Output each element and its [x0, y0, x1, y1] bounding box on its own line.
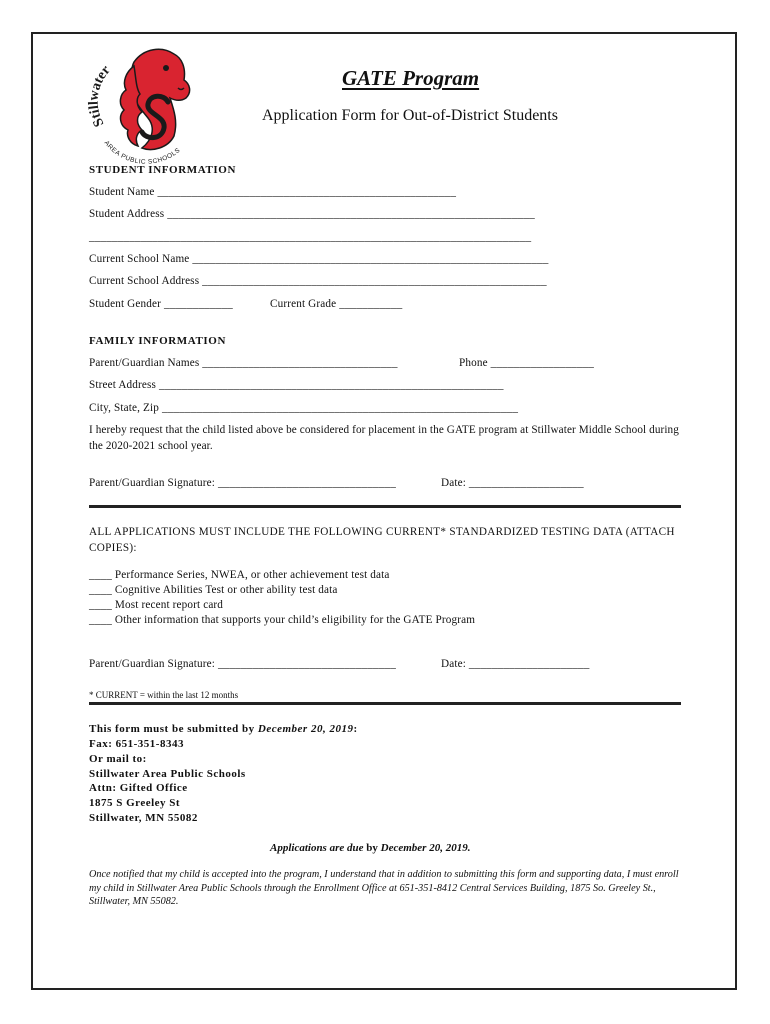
stillwater-logo [82, 44, 198, 166]
checklist-item[interactable]: ____ Most recent report card [89, 599, 224, 611]
enrollment-notice: Once notified that my child is accepted into the program, I understand that in addition to submitting this form and supporting data, I must enroll my child in Stillwater Area Public Schools through the Enrollment Office at 651-351-8412 Central Services Building, 1875 So. Greeley St., Stillwater, MN 55082. [89, 869, 679, 907]
testing-signature-field[interactable]: Parent/Guardian Signature: _______________________________ [89, 658, 396, 670]
city-state-zip-field[interactable]: City, State, Zip ______________________________________________________________ [89, 402, 519, 414]
applications-due-line [270, 842, 470, 854]
current-school-address-field[interactable]: Current School Address ____________________________________________________________ [89, 275, 547, 287]
submit-colon: : [353, 723, 358, 735]
phone-field[interactable]: Phone __________________ [459, 357, 595, 369]
due-by: by [363, 842, 381, 854]
page-title: GATE Program [342, 66, 480, 90]
signature-date-field[interactable]: Date: ____________________ [441, 477, 584, 489]
section-divider [89, 702, 681, 705]
page-subtitle: Application Form for Out-of-District Students [262, 107, 558, 124]
svg-text:AREA PUBLIC SCHOOLS [103, 140, 182, 166]
student-address-field[interactable]: Student Address ________________________________________________________________ [89, 208, 535, 220]
mail-org: Stillwater Area Public Schools [89, 768, 246, 780]
mail-label: Or mail to: [89, 753, 147, 765]
testing-requirements-heading: ALL APPLICATIONS MUST INCLUDE THE FOLLOWING CURRENT* STANDARDIZED TESTING DATA (ATTACH COPIES): [89, 526, 675, 554]
family-heading: FAMILY INFORMATION [89, 335, 226, 347]
checklist-item[interactable]: ____ Cognitive Abilities Test or other ability test data [89, 584, 338, 596]
due-lead: Applications are due [270, 842, 364, 854]
due-date: December 20, 2019. [380, 842, 471, 854]
section-divider [89, 505, 681, 508]
logo-bottom-text: AREA PUBLIC SCHOOLS [102, 139, 182, 166]
submit-deadline-date: December 20, 2019 [257, 723, 354, 735]
mail-city: Stillwater, MN 55082 [89, 812, 198, 824]
checklist-item[interactable]: ____ Other information that supports your child’s eligibility for the GATE Program [89, 614, 476, 626]
testing-date-field[interactable]: Date: _____________________ [441, 658, 590, 670]
svg-text:Stillwater [86, 63, 113, 129]
student-heading: STUDENT INFORMATION [89, 164, 236, 176]
fax-number: Fax: 651-351-8343 [89, 738, 184, 750]
logo-arc-text: Stillwater [86, 62, 114, 130]
mail-street: 1875 S Greeley St [89, 797, 181, 809]
guardian-names-field[interactable]: Parent/Guardian Names __________________________________ [89, 357, 398, 369]
student-gender-field[interactable]: Student Gender ____________ [89, 298, 233, 310]
street-address-field[interactable]: Street Address ____________________________________________________________ [89, 379, 504, 391]
current-grade-field[interactable]: Current Grade ___________ [270, 298, 403, 310]
mail-attn: Attn: Gifted Office [89, 782, 188, 794]
checklist-item[interactable]: ____ Performance Series, NWEA, or other achievement test data [89, 569, 390, 581]
current-footnote: * CURRENT = within the last 12 months [89, 690, 239, 700]
student-name-field[interactable]: Student Name ____________________________________________________ [89, 186, 457, 198]
submit-deadline-line [89, 723, 358, 735]
student-address-line2-field[interactable]: _____________________________________________________________________________ [89, 231, 532, 243]
current-school-name-field[interactable]: Current School Name ______________________________________________________________ [89, 253, 549, 265]
guardian-signature-field[interactable]: Parent/Guardian Signature: _______________________________ [89, 477, 396, 489]
mustang-logo-icon [82, 44, 198, 166]
submit-lead: This form must be submitted by [89, 723, 258, 735]
placement-request-text: I hereby request that the child listed above be considered for placement in the GATE program at Stillwater Middle School during the 2020-2021 school year. [89, 424, 679, 452]
